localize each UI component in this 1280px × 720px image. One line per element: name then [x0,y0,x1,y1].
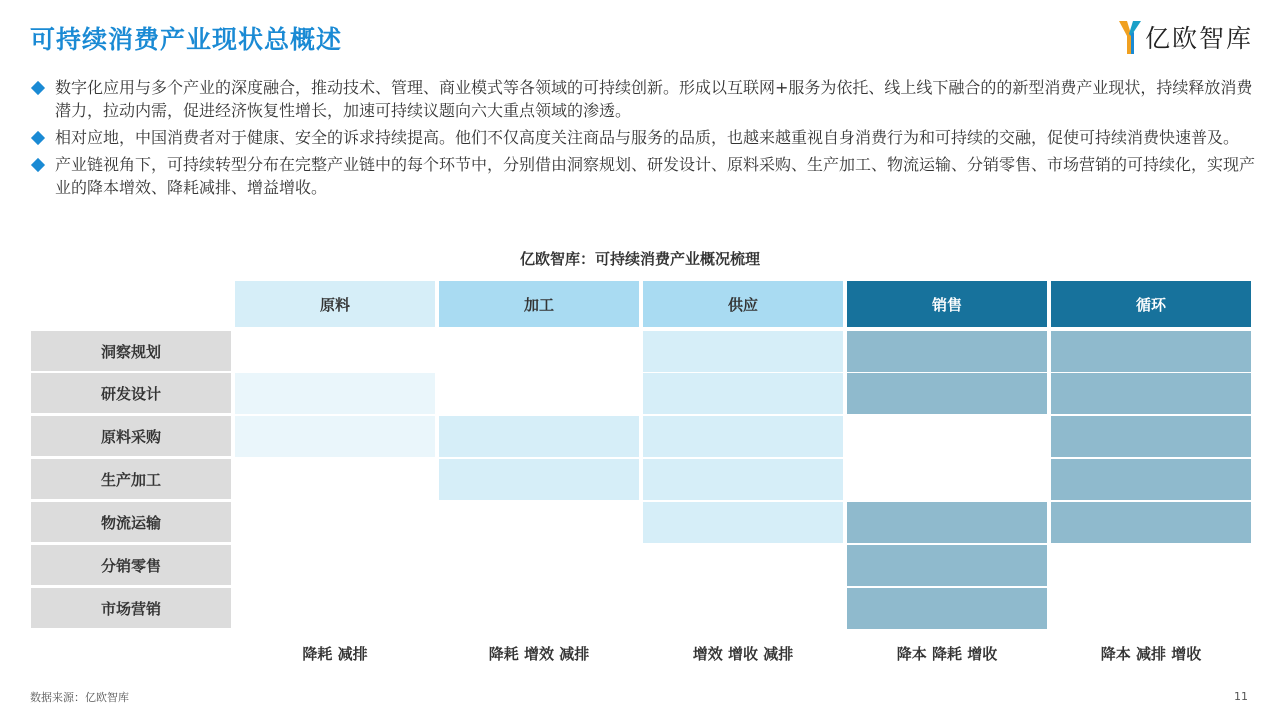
bullet-item [30,76,1255,122]
matrix-cell [439,373,639,414]
bullet-text: 相对应地，中国消费者对于健康、安全的诉求持续提高。他们不仅高度关注商品与服务的品质，也越来越重视自身消费行为和可持续的交融，促使可持续消费快速普及。 [55,128,1240,147]
matrix-cell [235,545,435,586]
matrix-cell [847,331,1047,372]
row-label: 分销零售 [31,545,231,585]
matrix-cell [439,459,639,500]
row-label: 物流运输 [31,502,231,542]
matrix-cell [1051,502,1251,543]
matrix-cell [235,502,435,543]
bullet-item [30,153,1255,199]
bullet-text: 产业链视角下，可持续转型分布在完整产业链中的每个环节中，分别借由洞察规划、研发设计、原料采购、生产加工、物流运输、分销零售、市场营销的可持续化，实现产业的降本增效、降耗减排、增益增收。 [55,155,1256,197]
matrix-cell [847,459,1047,500]
yiou-logo-icon [1118,18,1142,56]
bullet-item [30,126,1255,149]
bullet-text: 数字化应用与多个产业的深度融合，推动技术、管理、商业模式等各领域的可持续创新。形成以互联网+服务为依托、线上线下融合的的新型消费产业现状，持续释放消费潜力，拉动内需，促进经济恢复性增长，加速可持续议题向六大重点领域的渗透。 [55,78,1253,120]
diamond-bullet-icon [31,131,45,145]
column-header: 原料 [235,281,435,327]
matrix-cell [235,588,435,629]
diamond-bullet-icon [31,158,45,172]
data-source: 数据来源：亿欧智库 [30,691,129,704]
column-benefit-label: 降本 减排 增收 [1100,644,1202,663]
matrix-cell [643,416,843,457]
column-benefit-label: 增效 增收 减排 [692,644,794,663]
matrix-cell [235,331,435,372]
row-label: 生产加工 [31,459,231,499]
bullet-list [30,76,1255,203]
column-benefit-label: 降耗 增效 减排 [488,644,590,663]
matrix-cell [643,331,843,372]
row-label: 市场营销 [31,588,231,628]
matrix-cell [643,588,843,629]
matrix-cell [1051,373,1251,414]
matrix-cell [643,373,843,414]
matrix-cell [1051,459,1251,500]
matrix-cell [439,331,639,372]
matrix-cell [235,373,435,414]
matrix-cell [847,588,1047,629]
matrix-cell [1051,416,1251,457]
column-benefit-label: 降本 降耗 增收 [896,644,998,663]
matrix-cell [847,416,1047,457]
matrix-cell [439,416,639,457]
chart-title: 亿欧智库：可持续消费产业概况梳理 [519,250,760,268]
matrix-cell [643,545,843,586]
column-header: 循环 [1051,281,1251,327]
page-number: 11 [1234,690,1248,703]
column-header: 销售 [847,281,1047,327]
column-header: 供应 [643,281,843,327]
matrix-cell [439,502,639,543]
matrix-cell [847,545,1047,586]
matrix-cell [847,502,1047,543]
matrix-cell [1051,588,1251,629]
matrix-cell [235,459,435,500]
matrix-cell [439,588,639,629]
matrix-cell [1051,545,1251,586]
row-label: 洞察规划 [31,331,231,371]
matrix-cell [847,373,1047,414]
matrix-cell [643,459,843,500]
logo [1118,18,1253,56]
column-header: 加工 [439,281,639,327]
matrix-cell [643,502,843,543]
matrix-cell [439,545,639,586]
logo-text: 亿欧智库 [1145,24,1254,53]
diamond-bullet-icon [31,81,45,95]
row-label: 研发设计 [31,373,231,413]
matrix-cell [1051,331,1251,372]
column-benefit-label: 降耗 减排 [302,644,368,663]
matrix-cell [235,416,435,457]
page-title: 可持续消费产业现状总概述 [30,25,343,54]
row-label: 原料采购 [31,416,231,456]
